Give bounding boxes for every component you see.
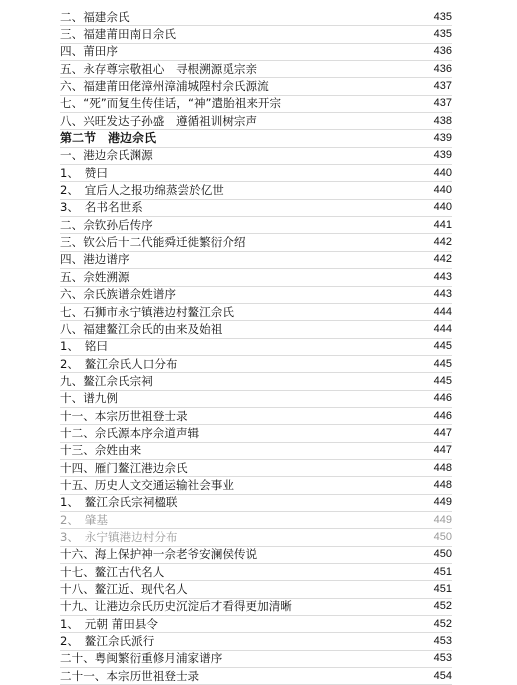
toc-entry-title: 2、 宜后人之报功绵蒸尝於亿世 xyxy=(60,183,224,198)
toc-entry-title: 六、佘氏族谱佘姓谱序 xyxy=(60,287,176,302)
toc-entry-page-number: 439 xyxy=(433,149,452,162)
table-of-contents xyxy=(60,9,452,685)
toc-entry-page-number: 453 xyxy=(433,635,452,648)
toc-entry-page-number: 442 xyxy=(433,236,452,249)
toc-entry[interactable] xyxy=(60,234,452,251)
toc-entry[interactable] xyxy=(60,425,452,442)
toc-entry[interactable] xyxy=(60,391,452,408)
toc-entry[interactable] xyxy=(60,165,452,182)
toc-entry-page-number: 440 xyxy=(433,184,452,197)
toc-entry-page-number: 445 xyxy=(433,340,452,353)
toc-entry-page-number: 436 xyxy=(433,45,452,58)
toc-entry-page-number: 450 xyxy=(433,530,452,543)
toc-entry-title: 十九、让港边佘氏历史沉淀后才看得更加清晰 xyxy=(60,599,292,614)
toc-entry-title: 1、 赞曰 xyxy=(60,165,108,180)
toc-entry[interactable] xyxy=(60,547,452,564)
toc-entry[interactable] xyxy=(60,599,452,616)
toc-entry-page-number: 440 xyxy=(433,166,452,179)
toc-entry-page-number: 445 xyxy=(433,374,452,387)
toc-entry-title: 第二节 港边佘氏 xyxy=(60,131,157,146)
toc-entry[interactable] xyxy=(60,495,452,512)
toc-entry-title: 八、兴旺发达子孙盛 遵循祖训树宗声 xyxy=(60,113,258,128)
toc-entry[interactable] xyxy=(60,651,452,668)
toc-entry-title: 一、港边佘氏渊源 xyxy=(60,148,153,163)
toc-entry[interactable] xyxy=(60,96,452,113)
toc-entry[interactable] xyxy=(60,217,452,234)
toc-entry-title: 十七、鳌江古代名人 xyxy=(60,564,165,579)
toc-entry[interactable] xyxy=(60,26,452,43)
toc-entry-page-number: 445 xyxy=(433,357,452,370)
toc-entry-page-number: 443 xyxy=(433,270,452,283)
toc-entry-title: 二十一、本宗历世祖登士录 xyxy=(60,668,200,683)
toc-entry-page-number: 448 xyxy=(433,461,452,474)
toc-entry-title: 3、 名书名世系 xyxy=(60,200,143,215)
toc-entry[interactable] xyxy=(60,356,452,373)
toc-entry[interactable] xyxy=(60,460,452,477)
toc-entry-title: 五、佘姓溯源 xyxy=(60,269,130,284)
toc-entry-title: 十八、鳌江近、现代名人 xyxy=(60,582,188,597)
toc-entry[interactable] xyxy=(60,373,452,390)
toc-entry-title: 九、鳌江佘氏宗祠 xyxy=(60,373,153,388)
toc-section-heading[interactable] xyxy=(60,130,452,147)
toc-entry-title: 七、石狮市永宁镇港边村鳌江佘氏 xyxy=(60,304,234,319)
toc-entry-page-number: 444 xyxy=(433,322,452,335)
toc-entry-page-number: 442 xyxy=(433,253,452,266)
toc-entry[interactable] xyxy=(60,44,452,61)
toc-entry[interactable] xyxy=(60,148,452,165)
toc-entry-title: 1、 鳌江佘氏宗祠楹联 xyxy=(60,495,178,510)
toc-entry-page-number: 441 xyxy=(433,218,452,231)
toc-entry[interactable] xyxy=(60,564,452,581)
toc-entry-page-number: 454 xyxy=(433,669,452,682)
toc-entry-title: 三、福建莆田南日佘氏 xyxy=(60,27,176,42)
toc-entry[interactable] xyxy=(60,9,452,26)
toc-entry-page-number: 435 xyxy=(433,10,452,23)
toc-entry-page-number: 449 xyxy=(433,496,452,509)
toc-entry[interactable] xyxy=(60,512,452,529)
toc-entry-title: 十五、历史人文交通运输社会事业 xyxy=(60,477,234,492)
toc-entry-page-number: 444 xyxy=(433,305,452,318)
toc-entry-page-number: 438 xyxy=(433,114,452,127)
toc-entry-title: 3、 永宁镇港边村分布 xyxy=(60,529,178,544)
toc-entry[interactable] xyxy=(60,529,452,546)
toc-entry-page-number: 437 xyxy=(433,80,452,93)
toc-entry-page-number: 435 xyxy=(433,28,452,41)
toc-entry-page-number: 453 xyxy=(433,652,452,665)
toc-entry-page-number: 439 xyxy=(433,132,452,145)
toc-entry[interactable] xyxy=(60,182,452,199)
toc-entry[interactable] xyxy=(60,616,452,633)
toc-entry-title: 四、港边谱序 xyxy=(60,252,130,267)
toc-entry[interactable] xyxy=(60,269,452,286)
toc-entry-title: 三、钦公后十二代能舜迁徙繁衍介绍 xyxy=(60,235,246,250)
toc-entry-page-number: 450 xyxy=(433,548,452,561)
toc-entry-title: 1、 铭曰 xyxy=(60,339,108,354)
toc-entry[interactable] xyxy=(60,321,452,338)
toc-entry-page-number: 447 xyxy=(433,426,452,439)
toc-entry-page-number: 446 xyxy=(433,392,452,405)
toc-entry-page-number: 451 xyxy=(433,565,452,578)
toc-entry-page-number: 449 xyxy=(433,513,452,526)
toc-entry-title: 十四、雁门鳌江港边佘氏 xyxy=(60,460,188,475)
toc-entry-title: 七、“死”而复生传佳话，“神”遣胎祖来开宗 xyxy=(60,96,282,111)
toc-entry[interactable] xyxy=(60,304,452,321)
toc-entry[interactable] xyxy=(60,477,452,494)
toc-entry-page-number: 448 xyxy=(433,478,452,491)
toc-entry-title: 二、佘钦孙后传序 xyxy=(60,217,153,232)
toc-entry[interactable] xyxy=(60,61,452,78)
toc-entry[interactable] xyxy=(60,200,452,217)
toc-entry-title: 十三、佘姓由来 xyxy=(60,443,142,458)
toc-entry[interactable] xyxy=(60,252,452,269)
toc-entry-page-number: 437 xyxy=(433,97,452,110)
toc-entry[interactable] xyxy=(60,408,452,425)
toc-entry[interactable] xyxy=(60,443,452,460)
toc-entry-page-number: 452 xyxy=(433,600,452,613)
toc-entry-title: 十六、海上保护神一佘老爷安澜侯传说 xyxy=(60,547,258,562)
toc-entry[interactable] xyxy=(60,78,452,95)
toc-entry-title: 1、 元朝 莆田县令 xyxy=(60,616,159,631)
toc-entry-title: 二、福建佘氏 xyxy=(60,9,130,24)
toc-entry-title: 2、 鳌江佘氏派行 xyxy=(60,634,155,649)
toc-entry-title: 十二、佘氏源本序佘道声辑 xyxy=(60,425,200,440)
toc-entry-page-number: 451 xyxy=(433,583,452,596)
toc-entry-page-number: 440 xyxy=(433,201,452,214)
toc-entry-title: 四、莆田序 xyxy=(60,44,118,59)
toc-entry-title: 十一、本宗历世祖登士录 xyxy=(60,408,188,423)
toc-entry[interactable] xyxy=(60,287,452,304)
toc-entry-title: 2、 肇基 xyxy=(60,512,108,527)
toc-entry-page-number: 452 xyxy=(433,617,452,630)
toc-entry-title: 八、福建鳌江佘氏的由来及始祖 xyxy=(60,321,223,336)
toc-entry-page-number: 446 xyxy=(433,409,452,422)
toc-entry-title: 二十、粤闽繁衍重修月浦家谱序 xyxy=(60,651,223,666)
toc-entry[interactable] xyxy=(60,633,452,650)
toc-entry-page-number: 447 xyxy=(433,444,452,457)
toc-entry-title: 2、 鳌江佘氏人口分布 xyxy=(60,356,178,371)
toc-entry-title: 五、永存尊宗敬祖心 寻根溯源觅宗亲 xyxy=(60,61,258,76)
toc-entry-page-number: 443 xyxy=(433,288,452,301)
toc-entry-page-number: 436 xyxy=(433,62,452,75)
toc-entry-title: 六、福建莆田佬漳州漳浦城隍村佘氏源流 xyxy=(60,79,269,94)
toc-entry[interactable] xyxy=(60,668,452,685)
toc-entry-title: 十、谱九例 xyxy=(60,391,118,406)
toc-entry[interactable] xyxy=(60,113,452,130)
toc-entry[interactable] xyxy=(60,581,452,598)
toc-entry[interactable] xyxy=(60,339,452,356)
